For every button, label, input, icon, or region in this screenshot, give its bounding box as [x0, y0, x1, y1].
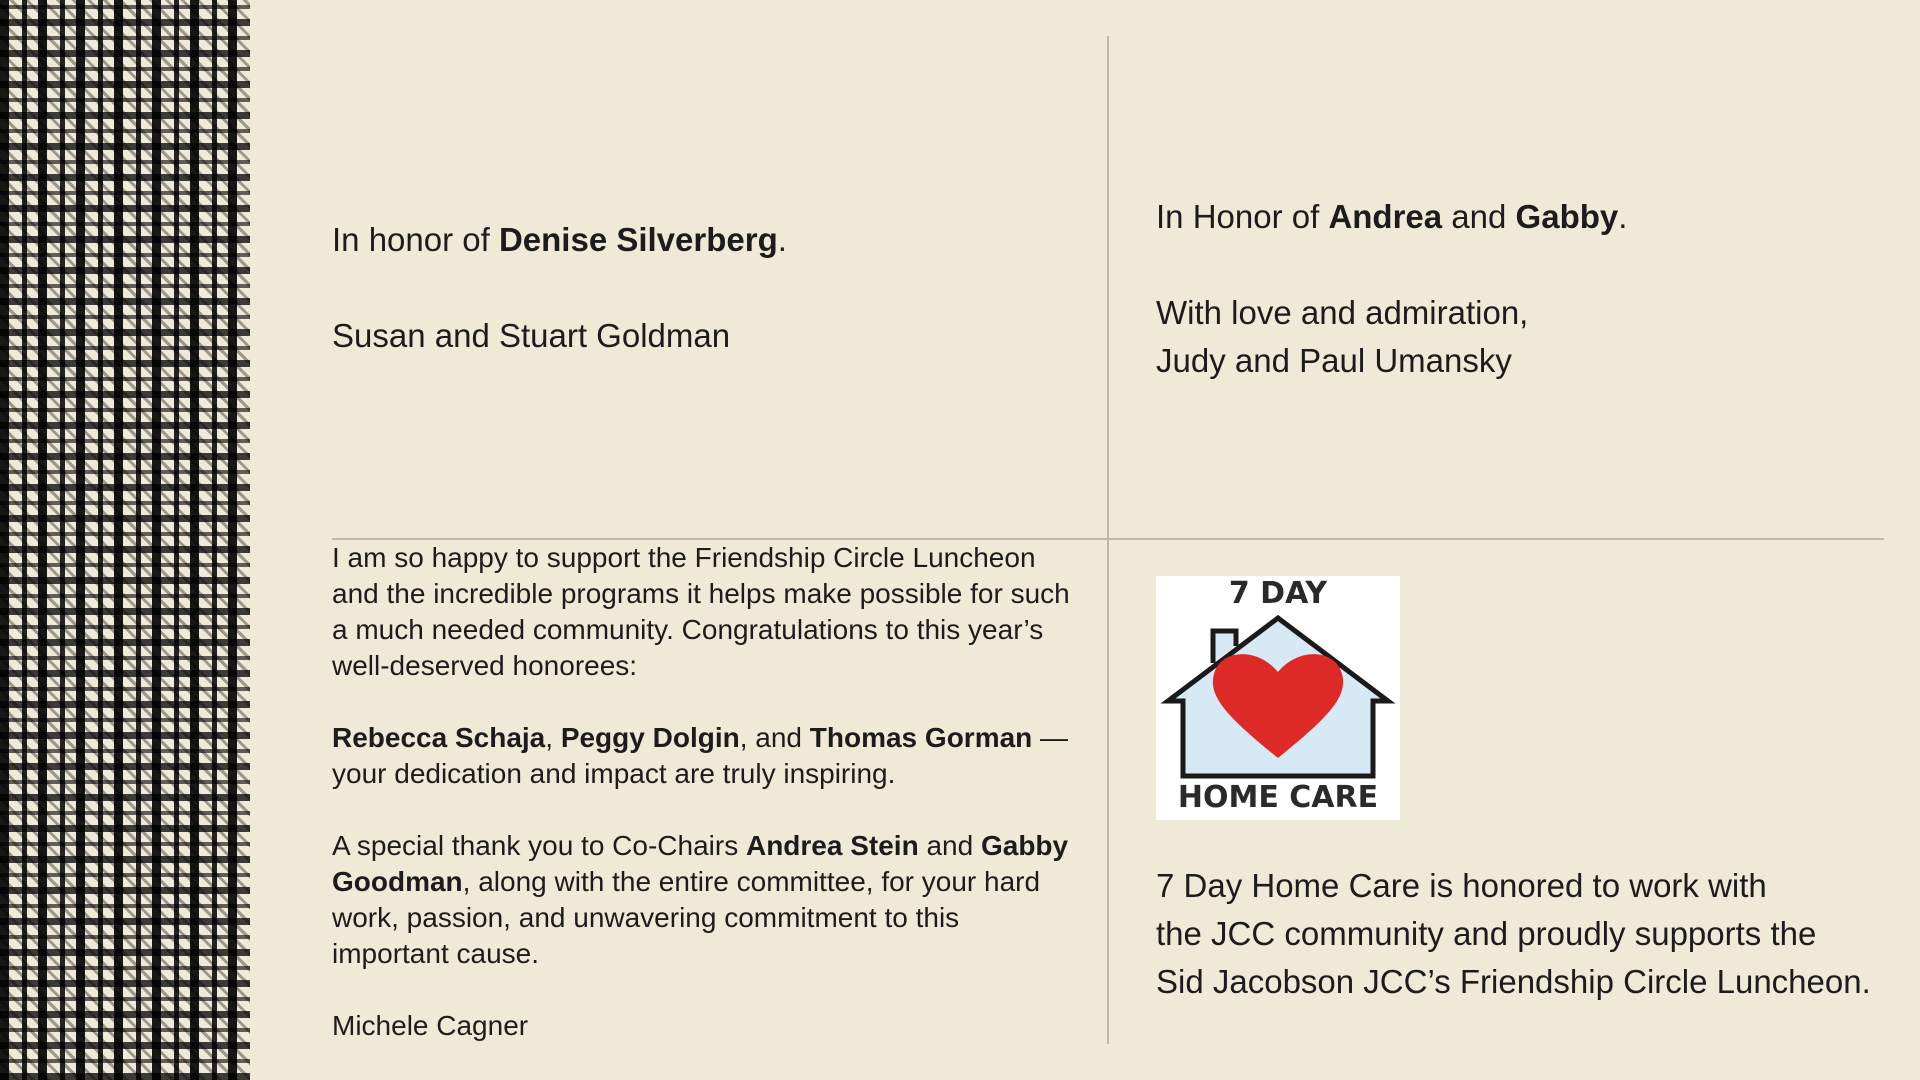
cochair-name: Andrea Stein: [745, 830, 919, 861]
honor-joiner: and: [1442, 198, 1516, 235]
honor-suffix: .: [777, 221, 787, 258]
honor-line: [1156, 193, 1876, 241]
seven-day-home-care-logo: [1156, 576, 1400, 820]
thanks-tail: , along with the entire committee, for your hard work, passion, and unwavering commitment to this important cause.: [332, 866, 1041, 969]
tribute-bottom-left: [332, 540, 1072, 1044]
cochair-name: Gabby Goodman: [332, 830, 1069, 897]
honoree-name: Thomas Gorman: [809, 722, 1033, 753]
honorees-tail: — your dedication and impact are truly inspiring.: [332, 722, 1069, 789]
thanks-paragraph: [332, 828, 1072, 972]
honor-prefix: In Honor of: [1156, 198, 1329, 235]
tribute-top-right: [1156, 193, 1876, 385]
honor-prefix: In honor of: [332, 221, 499, 258]
intro-paragraph: I am so happy to support the Friendship Circle Luncheon and the incredible programs it helps make possible for such a much needed community. Congratulations to this year’s well-deserved honorees:: [332, 542, 1070, 681]
signature: Judy and Paul Umansky: [1156, 342, 1512, 379]
thanks-prefix: A special thank you to Co-Chairs: [332, 830, 746, 861]
logo-bottom-text: HOME CARE: [1177, 780, 1379, 815]
honoree-name: Denise Silverberg: [498, 221, 778, 258]
thanks-joiner: and: [918, 830, 981, 861]
honoree-name: Rebecca Schaja: [332, 722, 546, 753]
sponsor-line: 7 Day Home Care is honored to work with: [1156, 867, 1767, 904]
honor-suffix: .: [1618, 198, 1628, 235]
textured-side-panel: [0, 0, 250, 1080]
tribute-bottom-right: [1156, 862, 1896, 1006]
tribute-top-left: [332, 216, 1072, 360]
sponsor-line: Sid Jacobson JCC’s Friendship Circle Luncheon.: [1156, 963, 1871, 1000]
separator: , and: [739, 722, 810, 753]
signature: Susan and Stuart Goldman: [332, 317, 731, 354]
honor-line: [332, 216, 1072, 264]
honoree-name: Andrea: [1328, 198, 1443, 235]
honoree-name: Peggy Dolgin: [560, 722, 740, 753]
honoree-name: Gabby: [1515, 198, 1619, 235]
honorees-paragraph: [332, 720, 1072, 792]
signature: Michele Cagner: [332, 1010, 529, 1041]
separator: ,: [545, 722, 561, 753]
closing-line: With love and admiration,: [1156, 294, 1529, 331]
logo-top-text: 7 DAY: [1228, 576, 1328, 611]
sponsor-line: the JCC community and proudly supports the: [1156, 915, 1817, 952]
vertical-divider: [1107, 36, 1109, 1044]
